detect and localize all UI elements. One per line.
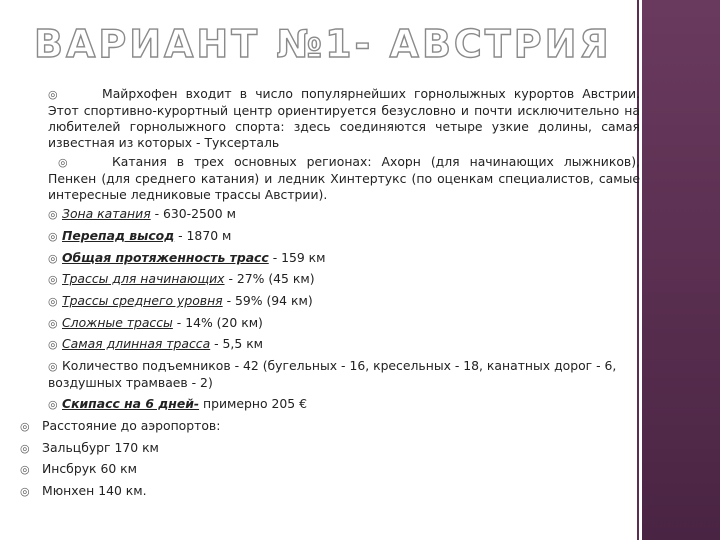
- slide-title: ВАРИАНТ №1- АВСТРИЯ: [34, 22, 612, 66]
- circle-bullet-icon: ◎: [48, 317, 58, 330]
- fact-item: [48, 206, 236, 223]
- fact-label: Трассы среднего уровня: [62, 293, 223, 308]
- fact-value: - 42 (бугельных - 16, кресельных - 18, канатных дорог - 6, воздушных трамваев - 2): [48, 358, 617, 390]
- fact-label: Сложные трассы: [62, 315, 173, 330]
- fact-item: [48, 358, 640, 391]
- fact-item: [48, 228, 231, 245]
- fact-label: Перепад высод: [62, 228, 175, 243]
- airport-distance: Мюнхен 140 км.: [42, 483, 147, 498]
- fact-value: - 1870 м: [174, 228, 232, 243]
- side-divider-light: [639, 0, 642, 540]
- fact-item: [48, 250, 326, 267]
- fact-value: - 27% (45 км): [224, 271, 315, 286]
- circle-bullet-icon: ◎: [48, 252, 58, 265]
- fact-value: - 59% (94 км): [222, 293, 313, 308]
- circle-bullet-icon: ◎: [48, 398, 58, 411]
- circle-bullet-icon: ◎: [48, 208, 58, 221]
- fact-value: - 5,5 км: [210, 336, 264, 351]
- fact-value: - 14% (20 км): [172, 315, 263, 330]
- airport-distance: Инсбрук 60 км: [42, 461, 137, 476]
- fact-item: [48, 293, 313, 310]
- circle-bullet-icon: ◎: [48, 88, 58, 101]
- fact-item: [48, 336, 263, 353]
- fact-label: Трассы для начинающих: [62, 271, 225, 286]
- circle-bullet-icon: ◎: [48, 295, 58, 308]
- airport-item: [20, 483, 147, 500]
- fact-value: - 630-2500 м: [150, 206, 236, 221]
- circle-bullet-icon: ◎: [20, 485, 30, 498]
- airport-item: [20, 440, 159, 457]
- fact-label: Количество подъемников: [62, 358, 231, 373]
- airport-item: [20, 418, 220, 435]
- intro-text-1: Майрхофен входит в число популярнейших горнолыжных курортов Австрии. Этот спортивно-курортный центр ориентируется безусловно и почти исключительно на любителей горнолыжного спорта: здесь соединяются четыре узкие долины, самая известная из которых - Туксерталь: [48, 86, 640, 150]
- circle-bullet-icon: ◎: [48, 360, 58, 373]
- side-decoration-bar: [642, 0, 720, 540]
- fact-label: Самая длинная трасса: [62, 336, 211, 351]
- circle-bullet-icon: ◎: [58, 156, 68, 169]
- circle-bullet-icon: ◎: [48, 338, 58, 351]
- airport-heading: Расстояние до аэропортов:: [42, 418, 221, 433]
- fact-value: - 159 км: [268, 250, 326, 265]
- circle-bullet-icon: ◎: [48, 273, 58, 286]
- fact-item: [48, 396, 307, 413]
- fact-label: Скипасс на 6 дней-: [62, 396, 200, 411]
- circle-bullet-icon: ◎: [20, 463, 30, 476]
- fact-value: примерно 205 €: [199, 396, 307, 411]
- intro-text-2: Катания в трех основных регионах: Ахорн (для начинающих лыжников), Пенкен (для среднего катания) и ледник Хинтертукс (по оценкам специалистов, самые интересные ледниковые трассы Австрии).: [48, 154, 640, 202]
- circle-bullet-icon: ◎: [20, 420, 30, 433]
- circle-bullet-icon: ◎: [48, 230, 58, 243]
- circle-bullet-icon: ◎: [20, 442, 30, 455]
- fact-label: Зона катания: [62, 206, 151, 221]
- airport-distance: Зальцбург 170 км: [42, 440, 159, 455]
- fact-label: Общая протяженность трасс: [62, 250, 269, 265]
- intro-paragraph-1: [48, 86, 640, 151]
- airport-item: [20, 461, 137, 478]
- intro-paragraph-2: [48, 154, 640, 203]
- fact-item: [48, 271, 315, 288]
- fact-item: [48, 315, 263, 332]
